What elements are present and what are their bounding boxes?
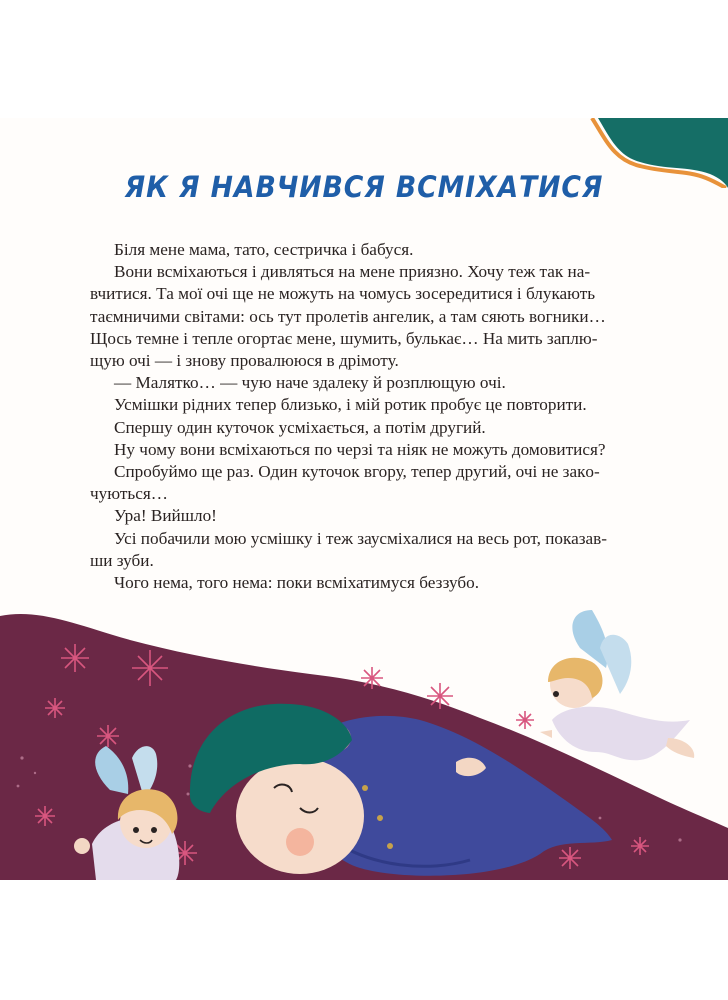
story-illustration xyxy=(0,608,728,880)
story-line: — Малятко… — чую наче здалеку й розплющую очі. xyxy=(114,373,506,393)
story-line: Біля мене мама, тато, сестричка і бабуся. xyxy=(114,240,414,259)
story-line: Спробуймо ще раз. Один куточок вгору, тепер другий, очі не закo- xyxy=(114,462,600,482)
story-line: ши зуби. xyxy=(90,550,154,570)
story-line: чуються… xyxy=(90,484,168,504)
story-line: Усі побачили мою усмішку і теж заусміхалися на весь рот, показав- xyxy=(114,528,607,548)
story-text xyxy=(90,239,652,594)
story-title: ЯК Я НАВЧИВСЯ ВСМІХАТИСЯ xyxy=(124,170,604,204)
story-line: Вони всміхаються і дивляться на мене приязно. Хочу теж так на- xyxy=(114,262,591,282)
story-line: Усмішки рідних тепер близько, і мій ротик пробує це повторити. xyxy=(114,395,587,415)
angel-figure xyxy=(540,610,694,760)
story-line: Ура! Вийшло! xyxy=(114,506,217,526)
story-line: таємничими світами: ось тут пролетів ангелик, а там сяють вогники… xyxy=(90,306,606,326)
book-page xyxy=(0,118,728,880)
story-line: вчитися. Та мої очі ще не можуть на чомусь зосередитися і блукають xyxy=(90,284,596,304)
story-line: Чого нема, того нема: поки всміхатимуся беззубо. xyxy=(114,573,480,593)
story-line: Щось темне і тепле огортає мене, шумить, булькає… На мить заплю- xyxy=(90,328,598,348)
story-line: щую очі — і знову провалююся в дрімоту. xyxy=(90,351,399,371)
story-line: Ну чому вони всміхаються по черзі та ніяк не можуть домовитися? xyxy=(114,439,606,459)
story-line: Спершу один куточок усміхається, а потім другий. xyxy=(114,417,486,437)
